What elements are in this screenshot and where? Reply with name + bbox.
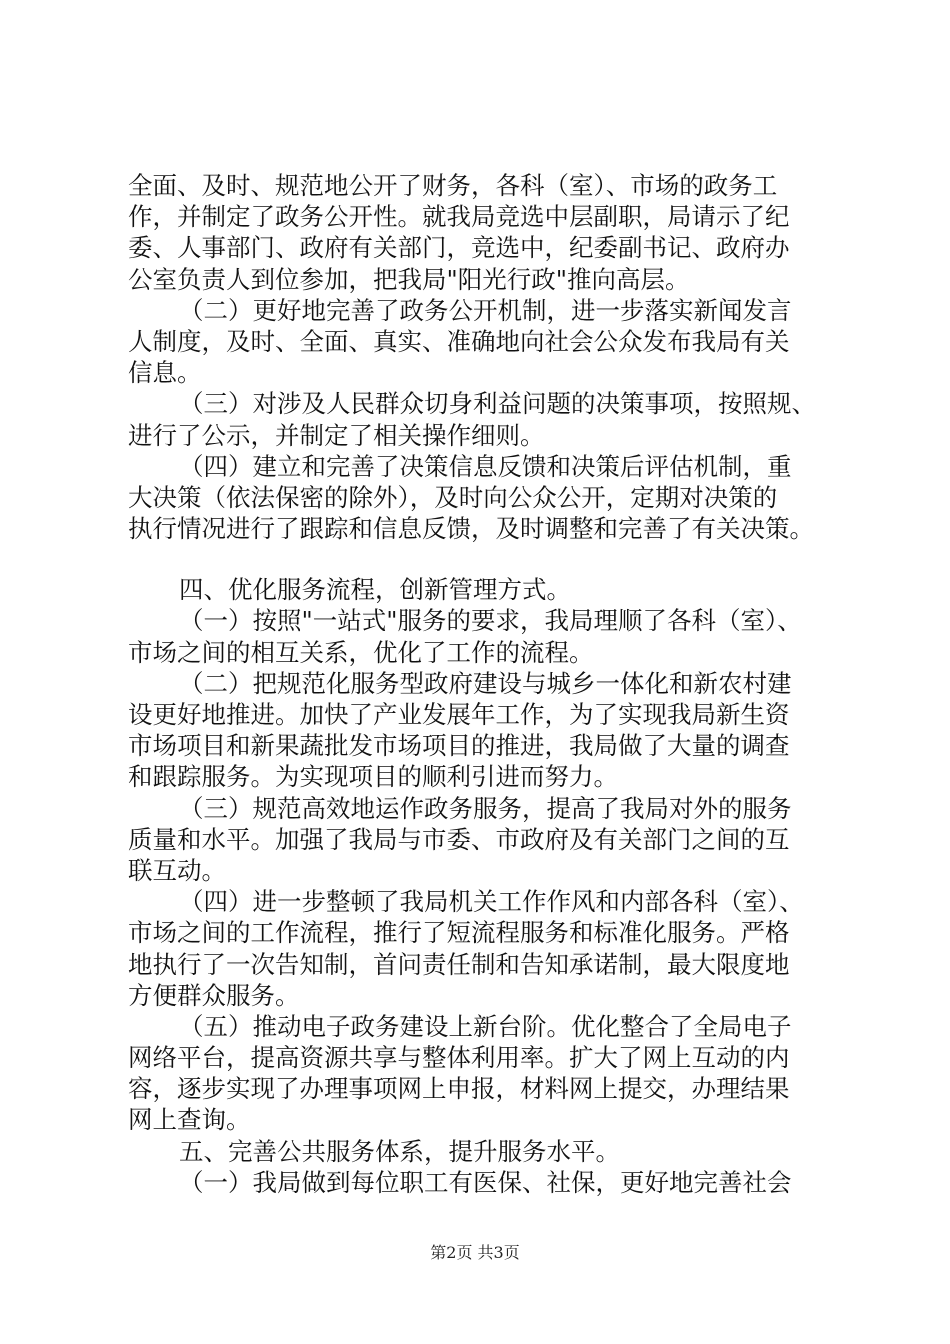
text-line: 五、完善公共服务体系，提升服务水平。: [179, 1136, 620, 1166]
text-line: 市场之间的相互关系，优化了工作的流程。: [128, 637, 594, 667]
text-line: 联互动。: [128, 855, 226, 885]
text-line: 方便群众服务。: [128, 980, 300, 1010]
text-line: 网络平台，提高资源共享与整体利用率。扩大了网上互动的内: [128, 1043, 790, 1073]
text-line: （二）把规范化服务型政府建设与城乡一体化和新农村建: [179, 668, 792, 698]
text-line: （五）推动电子政务建设上新台阶。优化整合了全局电子: [179, 1011, 792, 1041]
text-line: 委、人事部门、政府有关部门，竞选中，纪委副书记、政府办: [128, 233, 790, 263]
text-line: 质量和水平。加强了我局与市委、市政府及有关部门之间的互: [128, 824, 790, 854]
text-line: 地执行了一次告知制，首问责任制和告知承诺制，最大限度地: [128, 949, 790, 979]
text-line: （一）我局做到每位职工有医保、社保，更好地完善社会: [179, 1167, 792, 1197]
text-line: 市场之间的工作流程，推行了短流程服务和标准化服务。严格: [128, 918, 790, 948]
text-line: 信息。: [128, 358, 202, 388]
text-line: （四）建立和完善了决策信息反馈和决策后评估机制，重: [179, 451, 792, 481]
text-line: 设更好地推进。加快了产业发展年工作，为了实现我局新生资: [128, 700, 790, 729]
text-line: 四、优化服务流程，创新管理方式。: [179, 575, 571, 605]
text-line: （三）规范高效地运作政务服务，提高了我局对外的服务: [179, 793, 792, 823]
text-line: 容，逐步实现了办理事项网上申报，材料网上提交，办理结果: [128, 1074, 790, 1104]
text-line: 和跟踪服务。为实现项目的顺利引进而努力。: [128, 762, 618, 792]
text-line: 进行了公示，并制定了相关操作细则。: [128, 420, 545, 450]
text-line: 大决策（依法保密的除外），及时向公众公开，定期对决策的: [128, 482, 778, 512]
text-line: （三）对涉及人民群众切身利益问题的决策事项，按照规、: [179, 389, 816, 419]
text-line: （二）更好地完善了政务公开机制，进一步落实新闻发言: [179, 295, 792, 325]
text-line: 作，并制定了政务公开性。就我局竞选中层副职，局请示了纪: [128, 202, 790, 232]
text-line: 公室负责人到位参加，把我局"阳光行政"推向高层。: [128, 264, 690, 294]
document-body: [128, 170, 838, 1198]
text-line: 执行情况进行了跟踪和信息反馈，及时调整和完善了有关决策。: [128, 514, 814, 544]
text-line: 人制度，及时、全面、真实、准确地向社会公众发布我局有关: [128, 326, 790, 356]
page-footer: 第2页 共3页: [430, 1243, 520, 1262]
text-line: （一）按照"一站式"服务的要求，我局理顺了各科（室）、: [179, 606, 802, 636]
text-line: 市场项目和新果蔬批发市场项目的推进，我局做了大量的调查: [128, 731, 790, 761]
text-line: 网上查询。: [128, 1105, 251, 1135]
text-line: 全面、及时、规范地公开了财务，各科（室）、市场的政务工: [128, 171, 778, 200]
text-line: （四）进一步整顿了我局机关工作作风和内部各科（室）、: [179, 887, 804, 917]
